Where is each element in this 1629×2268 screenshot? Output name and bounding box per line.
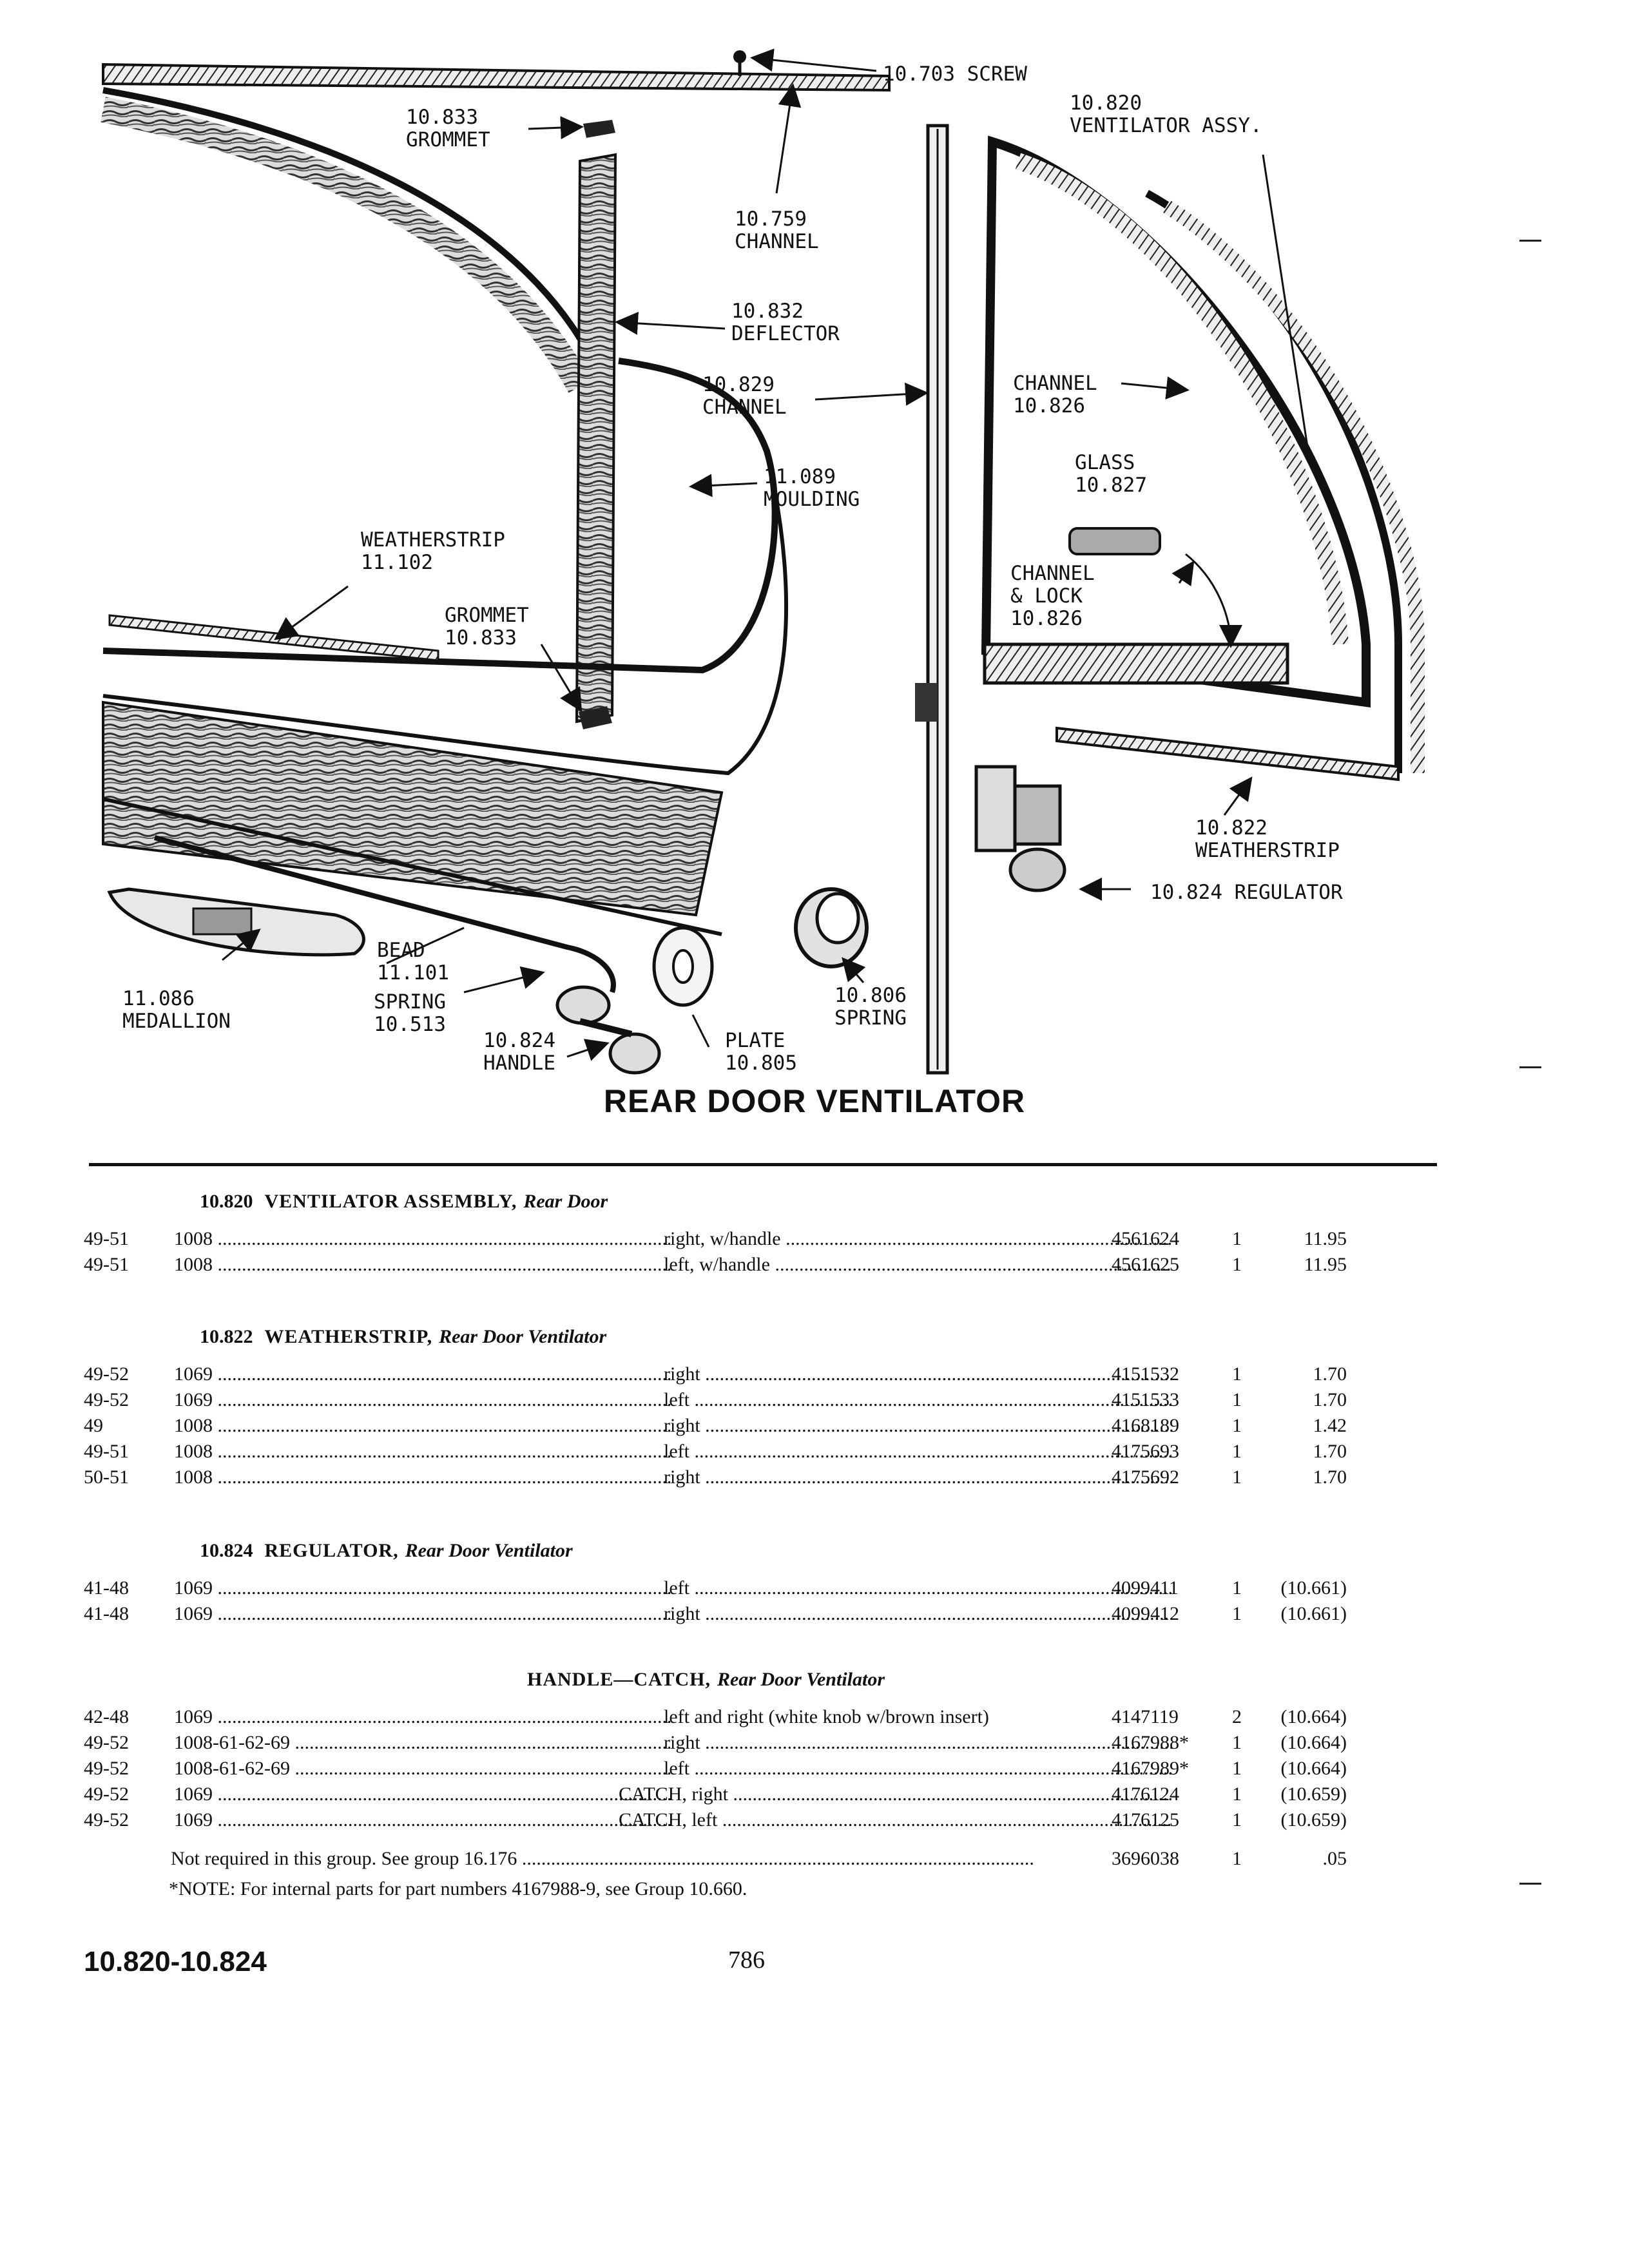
callout-channel-826-num: 10.826 xyxy=(1013,394,1085,418)
group-subtitle: Rear Door Ventilator xyxy=(405,1540,573,1561)
price: (10.661) xyxy=(1280,1577,1347,1599)
callout-deflector-num: 10.832 xyxy=(731,300,804,323)
year-range: 49-51 xyxy=(84,1228,129,1249)
callout-channel-lock-a: CHANNEL xyxy=(1010,562,1095,585)
description: CATCH, right ..... xyxy=(619,1783,1173,1805)
group-header xyxy=(200,1540,573,1562)
table-row xyxy=(84,1441,1373,1466)
table-row xyxy=(84,1254,1373,1280)
price: 1.42 xyxy=(1313,1415,1347,1436)
callout-spring-513-num: 10.513 xyxy=(374,1013,446,1036)
group-name: VENTILATOR ASSEMBLY, xyxy=(264,1191,517,1212)
description: right ..... xyxy=(664,1732,1173,1754)
callout-channel-759-name: CHANNEL xyxy=(735,230,819,253)
regulator-part xyxy=(976,767,1065,890)
year-range: 41-48 xyxy=(84,1577,129,1599)
callout-spring-806-num: 10.806 xyxy=(834,984,907,1007)
year-range: 42-48 xyxy=(84,1706,129,1727)
model-number: 1008-61-62-69 ..... xyxy=(174,1732,670,1754)
callout-channel-829-num: 10.829 xyxy=(702,373,775,396)
quantity: 1 xyxy=(1232,1758,1242,1779)
quantity: 1 xyxy=(1232,1389,1242,1410)
callout-plate-name: PLATE xyxy=(725,1029,786,1052)
table-row xyxy=(84,1603,1373,1629)
not-required-part-number: 3696038 xyxy=(1112,1848,1179,1869)
part-number: 4099412 xyxy=(1112,1603,1179,1624)
group-header xyxy=(200,1191,608,1213)
callout-plate-num: 10.805 xyxy=(725,1052,797,1075)
model-number: 1069 ..... xyxy=(174,1363,670,1385)
table-row xyxy=(84,1732,1373,1758)
group-name: REGULATOR, xyxy=(264,1540,399,1561)
year-range: 49 xyxy=(84,1415,103,1436)
table-row xyxy=(84,1389,1373,1415)
model-number: 1069 ..... xyxy=(174,1603,670,1625)
callout-handle-num: 10.824 xyxy=(483,1029,555,1052)
part-number: 4561625 xyxy=(1112,1254,1179,1275)
callout-spring-806-name: SPRING xyxy=(834,1006,907,1030)
not-required-row xyxy=(171,1848,1347,1870)
table-row xyxy=(84,1415,1373,1441)
year-range: 49-52 xyxy=(84,1389,129,1410)
part-number: 4168189 xyxy=(1112,1415,1179,1436)
description: left, w/handle ..... xyxy=(664,1254,1173,1276)
margin-mark xyxy=(1519,1066,1541,1068)
callout-channel-759-num: 10.759 xyxy=(735,207,807,231)
channel-10829-part xyxy=(915,126,947,1073)
quantity: 1 xyxy=(1232,1577,1242,1599)
footer-group-code: 10.820-10.824 xyxy=(84,1946,267,1977)
quantity: 1 xyxy=(1232,1466,1242,1488)
table-row xyxy=(84,1577,1373,1603)
callout-spring-513-name: SPRING xyxy=(374,990,446,1014)
callout-regulator: 10.824 REGULATOR xyxy=(1150,881,1343,904)
year-range: 49-52 xyxy=(84,1809,129,1831)
price: (10.661) xyxy=(1280,1603,1347,1624)
description: left ..... xyxy=(664,1441,1173,1463)
table-row xyxy=(84,1363,1373,1389)
plate-part xyxy=(654,928,712,1005)
group-subtitle: Rear Door xyxy=(523,1191,608,1212)
table-row xyxy=(84,1758,1373,1783)
callout-grommet-top-name: GROMMET xyxy=(406,128,490,151)
page-number: 786 xyxy=(728,1946,765,1974)
margin-mark xyxy=(1519,1883,1541,1885)
description: left ..... xyxy=(664,1389,1173,1411)
quantity: 1 xyxy=(1232,1809,1242,1831)
part-number: 4099411 xyxy=(1112,1577,1179,1599)
part-number: 4175693 xyxy=(1112,1441,1179,1462)
callout-channel-826-name: CHANNEL xyxy=(1013,372,1097,395)
handle-part xyxy=(557,987,659,1073)
callout-grommet-low-num: 10.833 xyxy=(445,626,517,649)
part-number: 4561624 xyxy=(1112,1228,1179,1249)
callout-medallion-name: MEDALLION xyxy=(122,1010,231,1033)
price: 1.70 xyxy=(1313,1441,1347,1462)
callout-moulding-num: 11.089 xyxy=(764,465,836,488)
group-subtitle: Rear Door Ventilator xyxy=(439,1326,607,1347)
year-range: 50-51 xyxy=(84,1466,129,1488)
quantity: 1 xyxy=(1232,1783,1242,1805)
year-range: 49-52 xyxy=(84,1783,129,1805)
model-number: 1069 ..... xyxy=(174,1577,670,1599)
model-number: 1008-61-62-69 ..... xyxy=(174,1758,670,1780)
year-range: 49-51 xyxy=(84,1441,129,1462)
not-required-qty: 1 xyxy=(1232,1848,1242,1869)
group-number: 10.820 xyxy=(200,1191,253,1212)
model-number: 1069 ..... xyxy=(174,1809,670,1831)
price: 1.70 xyxy=(1313,1363,1347,1385)
part-number: 4151533 xyxy=(1112,1389,1179,1410)
description: left ..... xyxy=(664,1758,1173,1780)
callout-grommet-top-num: 10.833 xyxy=(406,106,478,129)
screw-part xyxy=(733,50,746,76)
callout-handle-name: HANDLE xyxy=(483,1052,555,1075)
group-number: 10.824 xyxy=(200,1540,253,1561)
description: right, w/handle ..... xyxy=(664,1228,1173,1250)
table-row xyxy=(84,1466,1373,1492)
table-row xyxy=(84,1228,1373,1254)
part-number: 4167988* xyxy=(1112,1732,1189,1753)
description: right ..... xyxy=(664,1363,1173,1385)
quantity: 1 xyxy=(1232,1228,1242,1249)
part-number: 4175692 xyxy=(1112,1466,1179,1488)
price: 1.70 xyxy=(1313,1389,1347,1410)
year-range: 41-48 xyxy=(84,1603,129,1624)
price: (10.664) xyxy=(1280,1706,1347,1727)
quantity: 1 xyxy=(1232,1254,1242,1275)
year-range: 49-51 xyxy=(84,1254,129,1275)
table-row xyxy=(84,1706,1373,1732)
callout-vent-assy-num: 10.820 xyxy=(1070,91,1142,115)
callout-ws-822-name: WEATHERSTRIP xyxy=(1195,839,1340,862)
exploded-parts-diagram xyxy=(0,0,1629,1095)
part-number: 4176124 xyxy=(1112,1783,1179,1805)
table-row xyxy=(84,1809,1373,1835)
spring-10806-part xyxy=(796,889,867,966)
callout-grommet-low-name: GROMMET xyxy=(445,604,529,627)
price: (10.664) xyxy=(1280,1732,1347,1753)
page-title: REAR DOOR VENTILATOR xyxy=(603,1083,1026,1119)
weatherstrip-10822-part xyxy=(1057,728,1398,780)
quantity: 1 xyxy=(1232,1732,1242,1753)
price: (10.659) xyxy=(1280,1783,1347,1805)
not-required-text: Not required in this group. See group 16.176 ..... xyxy=(171,1848,1090,1870)
model-number: 1069 ..... xyxy=(174,1783,670,1805)
price: (10.664) xyxy=(1280,1758,1347,1779)
part-number: 4151532 xyxy=(1112,1363,1179,1385)
callout-deflector-name: DEFLECTOR xyxy=(731,322,840,345)
group-header xyxy=(200,1326,606,1348)
description: left ..... xyxy=(664,1577,1173,1599)
description: right ..... xyxy=(664,1415,1173,1437)
callout-ws-822-num: 10.822 xyxy=(1195,816,1268,840)
part-number: 4167989* xyxy=(1112,1758,1189,1779)
footnote: *NOTE: For internal parts for part numbers 4167988-9, see Group 10.660. xyxy=(169,1878,747,1899)
description: left and right (white knob w/brown insert) xyxy=(664,1706,989,1727)
table-row xyxy=(84,1783,1373,1809)
year-range: 49-52 xyxy=(84,1758,129,1779)
group-header xyxy=(516,1669,885,1691)
price: 1.70 xyxy=(1313,1466,1347,1488)
price: (10.659) xyxy=(1280,1809,1347,1831)
callout-weatherstrip-name: WEATHERSTRIP xyxy=(361,528,505,552)
model-number: 1069 ..... xyxy=(174,1706,670,1728)
callout-medallion-num: 11.086 xyxy=(122,987,195,1010)
model-number: 1069 ..... xyxy=(174,1389,670,1411)
group-number: 10.822 xyxy=(200,1326,253,1347)
callout-channel-829-name: CHANNEL xyxy=(702,396,787,419)
callout-glass-num: 10.827 xyxy=(1075,474,1147,497)
model-number: 1008 ..... xyxy=(174,1441,670,1463)
group-name: HANDLE—CATCH, xyxy=(527,1669,711,1690)
model-number: 1008 ..... xyxy=(174,1415,670,1437)
part-number: 4176125 xyxy=(1112,1809,1179,1831)
description: right ..... xyxy=(664,1466,1173,1488)
quantity: 1 xyxy=(1232,1415,1242,1436)
price: 11.95 xyxy=(1304,1254,1347,1275)
model-number: 1008 ..... xyxy=(174,1254,670,1276)
quantity: 1 xyxy=(1232,1441,1242,1462)
part-number: 4147119 xyxy=(1112,1706,1179,1727)
description: right ..... xyxy=(664,1603,1173,1625)
not-required-price: .05 xyxy=(1322,1848,1347,1869)
group-name: WEATHERSTRIP, xyxy=(264,1326,433,1347)
callout-screw: 10.703 SCREW xyxy=(883,62,1027,86)
description: CATCH, left ..... xyxy=(619,1809,1173,1831)
group-subtitle: Rear Door Ventilator xyxy=(717,1669,885,1690)
quantity: 2 xyxy=(1232,1706,1242,1727)
callout-channel-lock-num: 10.826 xyxy=(1010,607,1083,630)
model-number: 1008 ..... xyxy=(174,1228,670,1250)
quantity: 1 xyxy=(1232,1603,1242,1624)
grommet-top-part xyxy=(583,120,615,138)
callout-vent-assy-name: VENTILATOR ASSY. xyxy=(1070,114,1262,137)
deflector-part xyxy=(577,155,615,722)
year-range: 49-52 xyxy=(84,1363,129,1385)
year-range: 49-52 xyxy=(84,1732,129,1753)
callout-glass-name: GLASS xyxy=(1075,451,1135,474)
callout-moulding-name: MOULDING xyxy=(764,488,860,511)
medallion-part xyxy=(110,889,363,955)
callout-bead-num: 11.101 xyxy=(377,961,449,985)
divider-rule xyxy=(89,1163,1437,1166)
price: 11.95 xyxy=(1304,1228,1347,1249)
model-number: 1008 ..... xyxy=(174,1466,670,1488)
callout-channel-lock-b: & LOCK xyxy=(1010,584,1083,608)
callout-bead-name: BEAD xyxy=(377,939,425,962)
quantity: 1 xyxy=(1232,1363,1242,1385)
callout-weatherstrip-num: 11.102 xyxy=(361,551,433,574)
margin-mark xyxy=(1519,240,1541,242)
ventilator-assembly-part xyxy=(985,142,1418,773)
